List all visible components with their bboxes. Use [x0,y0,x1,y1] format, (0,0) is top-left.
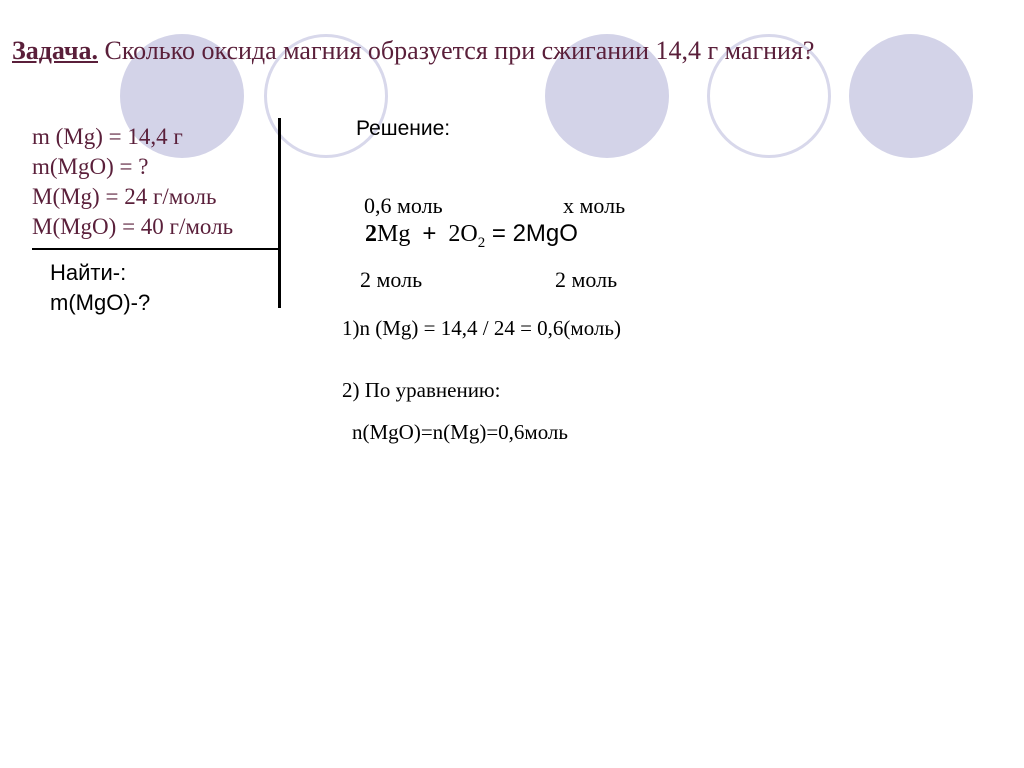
equation-plus: + [422,220,437,247]
given-line: M(MgO) = 40 г/моль [32,214,234,239]
equation-o2-subscript: 2 [477,234,486,251]
problem-text: Сколько оксида магния образуется при сжигании 14,4 г магния? [98,36,815,65]
equation-coefficient: 2 [365,221,377,247]
reaction-equation [365,220,578,252]
solution-heading: Решение: [356,117,451,140]
problem-label: Задача. [12,36,98,65]
equation-equals: = [485,220,513,247]
equation-product: 2MgO [512,220,578,247]
find-block [50,258,150,318]
decor-circle-filled [849,34,973,158]
equation-mg: Mg [377,221,411,247]
find-value: m(MgO)-? [50,290,151,315]
solution-step-1: 1)n (Mg) = 14,4 / 24 = 0,6(моль) [342,316,621,340]
equation-o2: 2O [448,221,478,247]
problem-title [12,36,814,66]
mol-annotation-bottom-right: 2 моль [555,267,618,292]
given-line: M(Mg) = 24 г/моль [32,184,217,209]
solution-step-3: n(MgO)=n(Mg)=0,6моль [352,420,568,444]
given-block [32,122,233,242]
divider-horizontal [32,248,280,250]
given-line: m(MgO) = ? [32,154,149,179]
find-label: Найти-: [50,260,127,285]
solution-step-2: 2) По уравнению: [342,378,501,402]
given-line: m (Mg) = 14,4 г [32,124,183,149]
mol-annotation-bottom-left: 2 моль [360,267,423,292]
mol-annotation-top-left: 0,6 моль [364,193,443,218]
divider-vertical [278,118,281,308]
mol-annotation-top-right: x моль [563,193,626,218]
